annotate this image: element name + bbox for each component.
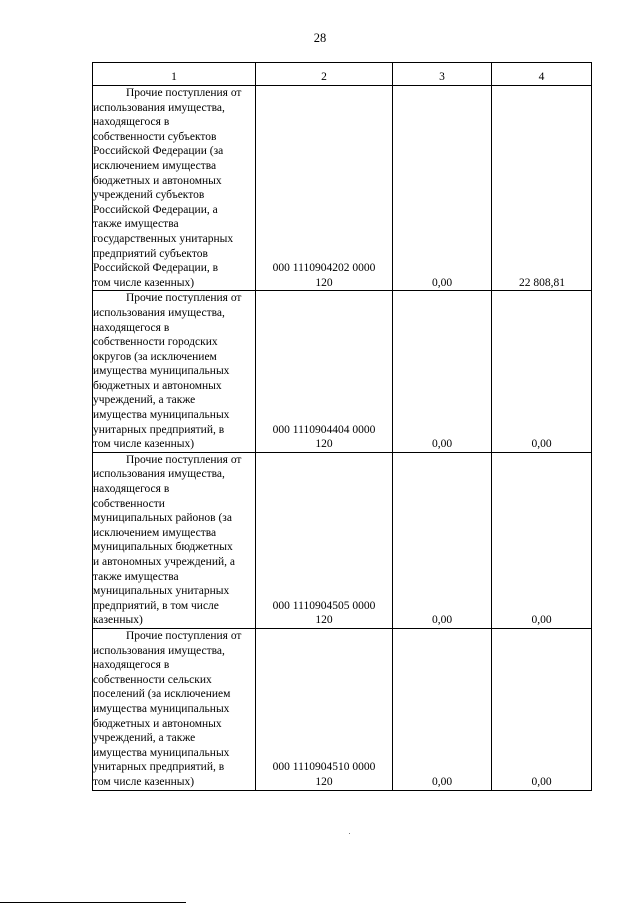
income-code-cell bbox=[256, 628, 393, 790]
table-row bbox=[93, 291, 592, 453]
income-name-rest: использования имущества, находящегося в собственности муниципальных районов (за исключением имущества муниципальных бюджетных и автономных учреждений, а также имущества муниципальных унитарных предприятий, в том числе казенных) bbox=[93, 468, 235, 627]
income-code-line1: 000 1110904505 0000 bbox=[272, 599, 376, 612]
value-col3-cell: 0,00 bbox=[393, 291, 492, 453]
value-col4-cell: 0,00 bbox=[492, 628, 592, 790]
income-name-first-line: Прочие поступления от bbox=[126, 87, 242, 99]
income-name-cell bbox=[93, 86, 256, 291]
scan-speck bbox=[349, 833, 350, 834]
table-row bbox=[93, 452, 592, 628]
table-header-row bbox=[93, 63, 592, 86]
income-code-line2: 120 bbox=[315, 438, 333, 451]
footnote-rule bbox=[0, 902, 186, 903]
income-name-first-line: Прочие поступления от bbox=[126, 629, 242, 642]
budget-table bbox=[92, 62, 592, 791]
income-code-cell bbox=[256, 452, 393, 628]
income-name-cell bbox=[93, 291, 256, 453]
income-code-cell bbox=[256, 291, 393, 453]
income-name-first-line: Прочие поступления от bbox=[126, 453, 242, 466]
value-col4-cell: 0,00 bbox=[492, 291, 592, 453]
value-col4-cell: 0,00 bbox=[492, 452, 592, 628]
value-col3-cell: 0,00 bbox=[393, 452, 492, 628]
value-col3-cell: 0,00 bbox=[393, 628, 492, 790]
income-code-line1: 000 1110904404 0000 bbox=[272, 423, 376, 436]
income-name-rest: использования имущества, находящегося в собственности субъектов Российской Федерации (за исключением имущества бюджетных и автономных учреждений субъектов Российской Федерации, а также имущества государственных унитарных предприятий субъектов Российской Федерации, в том числе казенных) bbox=[93, 101, 234, 289]
income-code-line1: 000 1110904202 0000 bbox=[272, 262, 376, 275]
income-name-cell bbox=[93, 628, 256, 790]
table-row bbox=[93, 86, 592, 291]
income-name-rest: использования имущества, находящегося в собственности городских округов (за исключением имущества муниципальных бюджетных и автономных учреждений, а также имущества муниципальных унитарных предприятий, в том числе казенных) bbox=[93, 306, 230, 451]
income-code-line2: 120 bbox=[315, 276, 333, 289]
column-header-2: 2 bbox=[256, 63, 393, 86]
income-name-first-line: Прочие поступления от bbox=[126, 292, 242, 305]
income-name-rest: использования имущества, находящегося в собственности сельских поселений (за исключением имущества муниципальных бюджетных и автономных учреждений, а также имущества муниципальных унитарных предприятий, в том числе казенных) bbox=[93, 644, 231, 788]
value-col4-cell: 22 808,81 bbox=[492, 86, 592, 291]
value-col3-cell: 0,00 bbox=[393, 86, 492, 291]
income-code-line2: 120 bbox=[315, 614, 333, 627]
column-header-1: 1 bbox=[93, 63, 256, 86]
income-code-line1: 000 1110904510 0000 bbox=[272, 761, 376, 774]
income-code-cell bbox=[256, 86, 393, 291]
income-name-cell bbox=[93, 452, 256, 628]
table-row bbox=[93, 628, 592, 790]
page-number: 28 bbox=[313, 31, 327, 45]
column-header-3: 3 bbox=[393, 63, 492, 86]
column-header-4: 4 bbox=[492, 63, 592, 86]
income-code-line2: 120 bbox=[315, 775, 333, 788]
